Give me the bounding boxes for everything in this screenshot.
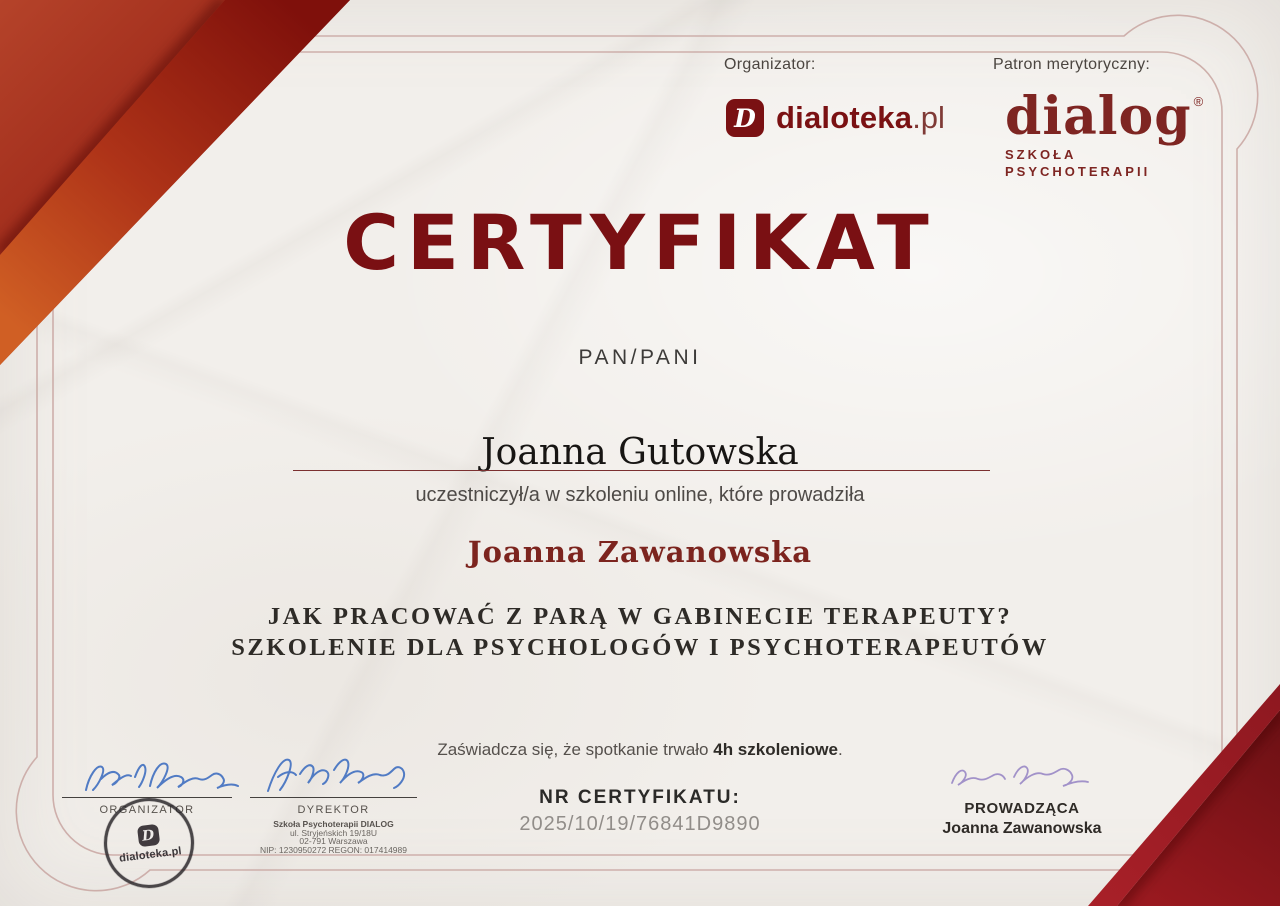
- director-address-line2: ul. Stryjeńskich 19/18U: [290, 827, 377, 838]
- course-title-line1: JAK PRACOWAĆ Z PARĄ W GABINECIE TERAPEUTY?: [267, 603, 1013, 630]
- duration-statement-bold: 4h szkoleniowe: [713, 740, 838, 759]
- director-address-line4: NIP: 1230950272 REGON: 017414989: [260, 844, 407, 855]
- dialoteka-logo-word: dialoteka: [776, 100, 913, 135]
- course-title-line2: SZKOLENIE DLA PSYCHOLOGÓW I PSYCHOTERAPEUTÓW: [231, 634, 1049, 661]
- director-signature-line: [250, 797, 417, 798]
- recipient-name: Joanna Gutowska: [481, 432, 799, 473]
- lead-block: [922, 800, 1122, 838]
- dialoteka-logo-suffix: .pl: [912, 100, 945, 135]
- trainer-name: Joanna Zawanowska: [467, 535, 813, 569]
- dialog-logo-word: dialog: [1005, 86, 1192, 147]
- patron-label: Patron merytoryczny:: [993, 56, 1151, 73]
- director-role: DYREKTOR: [297, 804, 370, 816]
- dialog-logo-sub2: PSYCHOTERAPII: [1005, 164, 1151, 179]
- director-address: [245, 820, 422, 854]
- registered-mark: ®: [1193, 94, 1204, 109]
- organizer-label: Organizator:: [724, 56, 816, 73]
- certificate-title: CERTYFIKAT: [343, 198, 937, 287]
- lead-name: Joanna Zawanowska: [942, 820, 1102, 837]
- lead-role: PROWADZĄCA: [964, 800, 1080, 817]
- participation-line: uczestniczył/a w szkoleniu online, które prowadziła: [415, 484, 865, 506]
- duration-statement-prefix: Zaświadcza się, że spotkanie trwało: [437, 740, 714, 759]
- organizer-role: ORGANIZATOR: [99, 804, 195, 816]
- stamp-text: dialoteka.pl: [118, 845, 183, 865]
- dialog-logo-sub1: SZKOŁA: [1005, 147, 1077, 162]
- director-signature: [268, 760, 404, 791]
- dialoteka-logo-icon: D: [726, 99, 764, 137]
- director-address-line1: Szkoła Psychoterapii DIALOG: [273, 819, 394, 829]
- salutation: PAN/PANI: [578, 346, 702, 369]
- certificate-number-label: NR CERTYFIKATU:: [539, 787, 741, 808]
- certificate-number-value: 2025/10/19/76841D9890: [519, 813, 761, 835]
- duration-statement-suffix: .: [837, 740, 843, 759]
- organizer-signature: [86, 764, 238, 790]
- stamp-d-icon: D: [136, 824, 159, 847]
- lead-signature: [952, 766, 1088, 786]
- director-address-line3: 02-791 Warszawa: [299, 836, 368, 846]
